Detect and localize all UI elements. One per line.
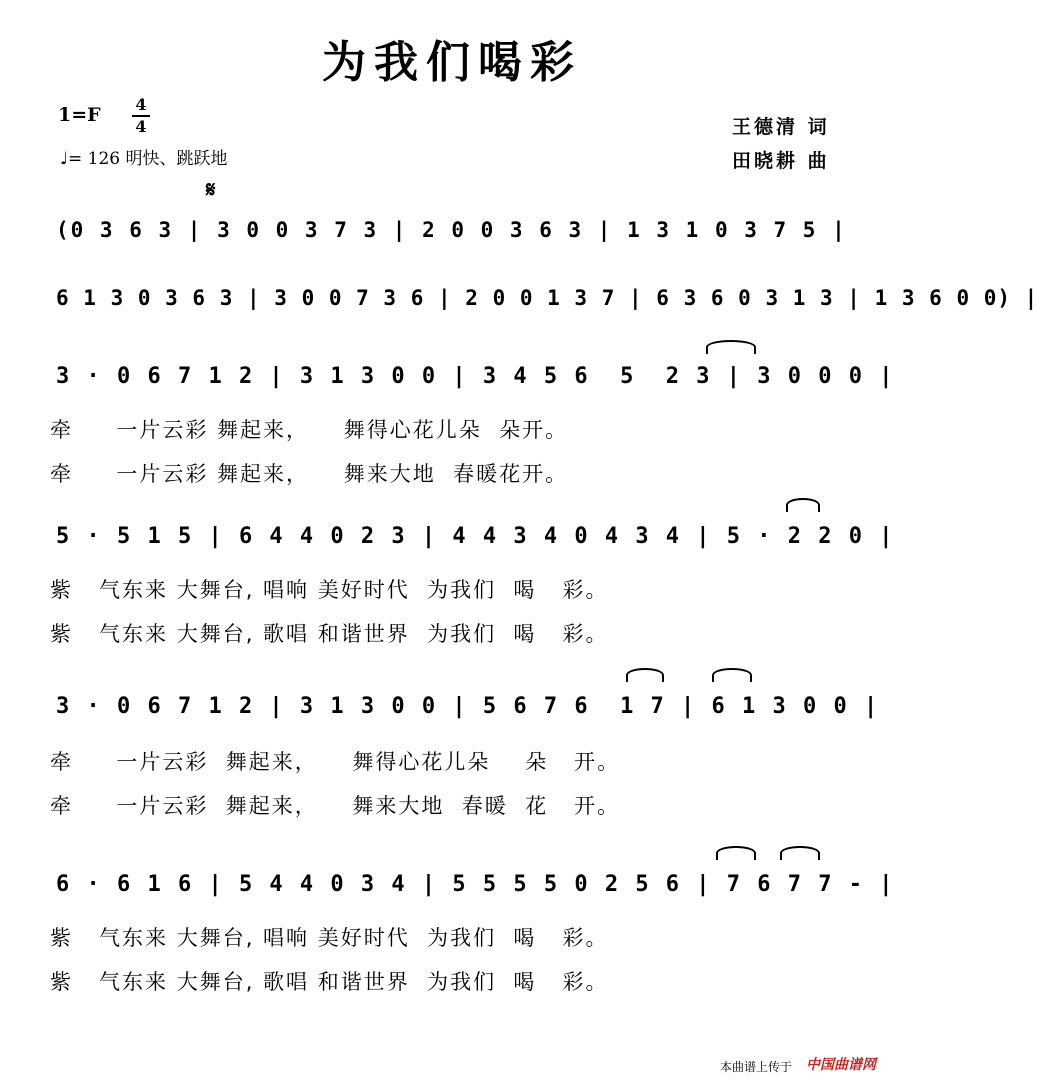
intro-line-1: (0 3 6 3 | 3 0 0 3 7 3 | 2 0 0 3 6 3 | 1 3 1 0 3 7 5 | [56, 218, 847, 242]
site-logo: 中国曲谱网 [806, 1057, 876, 1073]
key-signature: 1=F [58, 104, 101, 126]
segno-icon: 𝄋 [206, 178, 216, 203]
notes-system-1: 3 · 0 6 7 1 2 | 3 1 3 0 0 | 3 4 5 6 5 2 3 | 3 0 0 0 | [56, 364, 895, 389]
tempo-marking: ♩= 126 明快、跳跃地 [60, 149, 228, 169]
meter-bottom: 4 [135, 117, 147, 136]
meter-top: 4 [135, 95, 147, 114]
lyric-system-2-verse-1: 紫 气东来 大舞台, 唱响 美好时代 为我们 喝 彩。 [50, 578, 609, 602]
lyric-system-3-verse-1: 牵 一片云彩 舞起来， 舞得心花儿朵 朵 开。 [50, 750, 621, 774]
lyric-system-2-verse-2: 紫 气东来 大舞台, 歌唱 和谐世界 为我们 喝 彩。 [50, 622, 609, 646]
intro-line-2: 6 1 3 0 3 6 3 | 3 0 0 7 3 6 | 2 0 0 1 3 7 | 6 3 6 0 3 1 3 | 1 3 6 0 0) | [56, 286, 1038, 310]
lyric-system-4-verse-2: 紫 气东来 大舞台, 歌唱 和谐世界 为我们 喝 彩。 [50, 970, 609, 994]
slur-mark [786, 498, 820, 512]
lyric-system-4-verse-1: 紫 气东来 大舞台, 唱响 美好时代 为我们 喝 彩。 [50, 926, 609, 950]
slur-mark [626, 668, 664, 682]
lyric-system-1-verse-2: 牵 一片云彩 舞起来， 舞来大地 春暖花开。 [50, 462, 569, 486]
slur-mark [706, 340, 756, 354]
lyricist-credit: 王德清 词 [732, 116, 830, 138]
notes-system-3: 3 · 0 6 7 1 2 | 3 1 3 0 0 | 5 6 7 6 1 7 | 6 1 3 0 0 | [56, 694, 880, 719]
time-signature [132, 96, 150, 136]
slur-mark [716, 846, 756, 860]
notes-system-2: 5 · 5 1 5 | 6 4 4 0 2 3 | 4 4 3 4 0 4 3 4 | 5 · 2 2 0 | [56, 524, 895, 549]
notes-system-4: 6 · 6 1 6 | 5 4 4 0 3 4 | 5 5 5 5 0 2 5 6 | 7 6 7 7 - | [56, 872, 895, 897]
composer-credit: 田晓耕 曲 [732, 150, 830, 172]
lyric-system-3-verse-2: 牵 一片云彩 舞起来， 舞来大地 春暖 花 开。 [50, 794, 621, 818]
lyric-system-1-verse-1: 牵 一片云彩 舞起来， 舞得心花儿朵 朵开。 [50, 418, 569, 442]
song-title: 为我们喝彩 [322, 37, 582, 88]
upload-credit: 本曲谱上传于 [720, 1060, 793, 1074]
slur-mark [712, 668, 752, 682]
slur-mark [780, 846, 820, 860]
